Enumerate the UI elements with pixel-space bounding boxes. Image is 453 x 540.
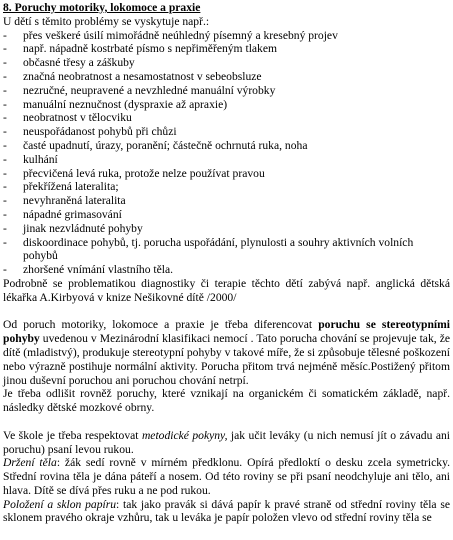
list-dash-marker: -: [3, 56, 7, 70]
list-item: [3, 84, 450, 98]
list-item-text: značná neobratnost a nesamostatnost v sebeobsluze: [23, 69, 262, 83]
list-dash-marker: -: [3, 138, 7, 152]
list-item: [3, 70, 450, 84]
list-dash-marker: -: [3, 207, 7, 221]
list-item: [3, 180, 450, 194]
list-item: [3, 56, 450, 70]
list-item-text: přecvičená levá ruka, protože nelze používat pravou: [23, 166, 265, 180]
paragraph-diagnostics: Podrobně se problematikou diagnostiky či terapie těchto dětí zabývá např. anglická dětská lékařka A.Kirbyová v knize Nešikovné dítě /2000/: [3, 276, 450, 304]
list-item-text: časté upadnutí, úrazy, poranění; částečně ochrnutá ruka, noha: [23, 138, 308, 152]
text-run: : tak jako pravák si dává papír k pravé straně od střední roviny těla se sklonem pravého okraje vzhůru, tak u leváka je papír položen vlevo od střední roviny těla se: [3, 497, 450, 525]
list-dash-marker: -: [3, 69, 7, 83]
italic-term: metodické pokyny,: [141, 428, 228, 442]
list-dash-marker: -: [3, 152, 7, 166]
list-item-text: nápadné grimasování: [23, 207, 122, 221]
text-run: jak učit leváky (u nich nemusí jít o závadu ani poruchu) psaní levou rukou.: [3, 428, 450, 456]
list-item-text: zhoršené vnímání vlastního těla.: [23, 263, 174, 277]
list-item-text: kulhání: [23, 152, 58, 166]
list-item-text: nezručné, neupravené a nevzhledné manuální výrobky: [23, 83, 276, 97]
text-run: Ve škole je třeba respektovat: [3, 428, 142, 442]
list-item: [3, 153, 450, 167]
list-dash-marker: -: [3, 111, 7, 125]
list-item: [3, 194, 450, 208]
list-dash-marker: -: [3, 263, 7, 277]
list-item: [3, 222, 450, 236]
list-item-text: neuspořádanost pohybů při chůzi: [23, 125, 177, 139]
paragraph-spacer: [3, 415, 450, 429]
italic-term: Položení a sklon papíru: [3, 497, 117, 511]
list-dash-marker: -: [3, 97, 7, 111]
list-item-text: neobratnost v tělocviku: [23, 111, 132, 125]
list-item: [3, 167, 450, 181]
list-item-text: manuální neznučnost (dyspraxie až apraxie): [23, 97, 228, 111]
list-item-text: diskoordinace pohybů, tj. porucha uspořádání, plynulosti a souhry aktivních volních pohybů: [23, 235, 414, 263]
list-dash-marker: -: [3, 28, 7, 42]
list-dash-marker: -: [3, 125, 7, 139]
list-item-text: např. nápadně kostrbaté písmo s nepřiměřeným tlakem: [23, 42, 278, 56]
list-item: [3, 42, 450, 56]
list-item-text: nevyhraněná lateralita: [23, 194, 126, 208]
italic-term: Držení těla: [3, 456, 57, 470]
intro-text: U dětí s těmito problémy se vyskytuje např.:: [3, 14, 210, 28]
list-item-text: překřížená lateralita;: [23, 180, 119, 194]
paragraph-spacer: [3, 305, 450, 319]
section-heading: 8. Poruchy motoriky, lokomoce a praxie: [3, 1, 201, 14]
list-item: [3, 111, 450, 125]
list-item: [3, 98, 450, 112]
list-item: [3, 208, 450, 222]
list-item: [3, 29, 450, 43]
paragraph-paper-position: [3, 498, 450, 526]
paragraph-body-posture: [3, 456, 450, 497]
text-run: uvedenou v Mezinárodní klasifikaci nemocí . Tato porucha chování se projevuje tak, že dítě (mladistvý), produkuje stereotypní pohyby v takové míře, že si způsobuje tělesné poškození nebo výrazně postihuje normální aktivity. Porucha přitom trvá nejméně měsíc.Postižený přitom jinou duševní poruchou ani poruchou chování netrpí.: [3, 332, 450, 387]
paragraph-stereotypic-movements: [3, 318, 450, 387]
list-item-text: jinak nezvládnuté pohyby: [23, 221, 143, 235]
list-dash-marker: -: [3, 83, 7, 97]
list-dash-marker: -: [3, 42, 7, 56]
list-item: [3, 125, 450, 139]
list-dash-marker: -: [3, 194, 7, 208]
list-item-text: občasné třesy a záškuby: [23, 56, 135, 70]
bold-term: poruchu se stereotypními pohyby: [3, 318, 450, 346]
list-item: [3, 263, 450, 277]
list-dash-marker: -: [3, 221, 7, 235]
symptom-list: [3, 29, 450, 277]
list-dash-marker: -: [3, 166, 7, 180]
paragraph-school-guidelines: [3, 429, 450, 457]
text-run: : žák sedí rovně v mírném předklonu. Opírá předloktí o desku zcela symetricky. Střední rovina těla je dána páteří a nosem. Od této roviny se při psaní neodchyluje ani tělo, ani hlava. Dítě se dívá přes ruku a ne pod rukou.: [3, 456, 451, 497]
list-dash-marker: -: [3, 235, 7, 249]
paragraph-organic-disorders: Je třeba odlišit rovněž poruchy, které vznikají na organickém či somatickém základě, např. následky dětské mozkové obrny.: [3, 387, 450, 415]
list-item-text: přes veškeré úsilí mimořádně neúhledný písemný a kresebný projev: [23, 28, 338, 42]
list-item: [3, 139, 450, 153]
list-dash-marker: -: [3, 180, 7, 194]
list-item: [3, 236, 450, 264]
text-run: Od poruch motoriky, lokomoce a praxie je třeba diferencovat: [3, 318, 319, 332]
